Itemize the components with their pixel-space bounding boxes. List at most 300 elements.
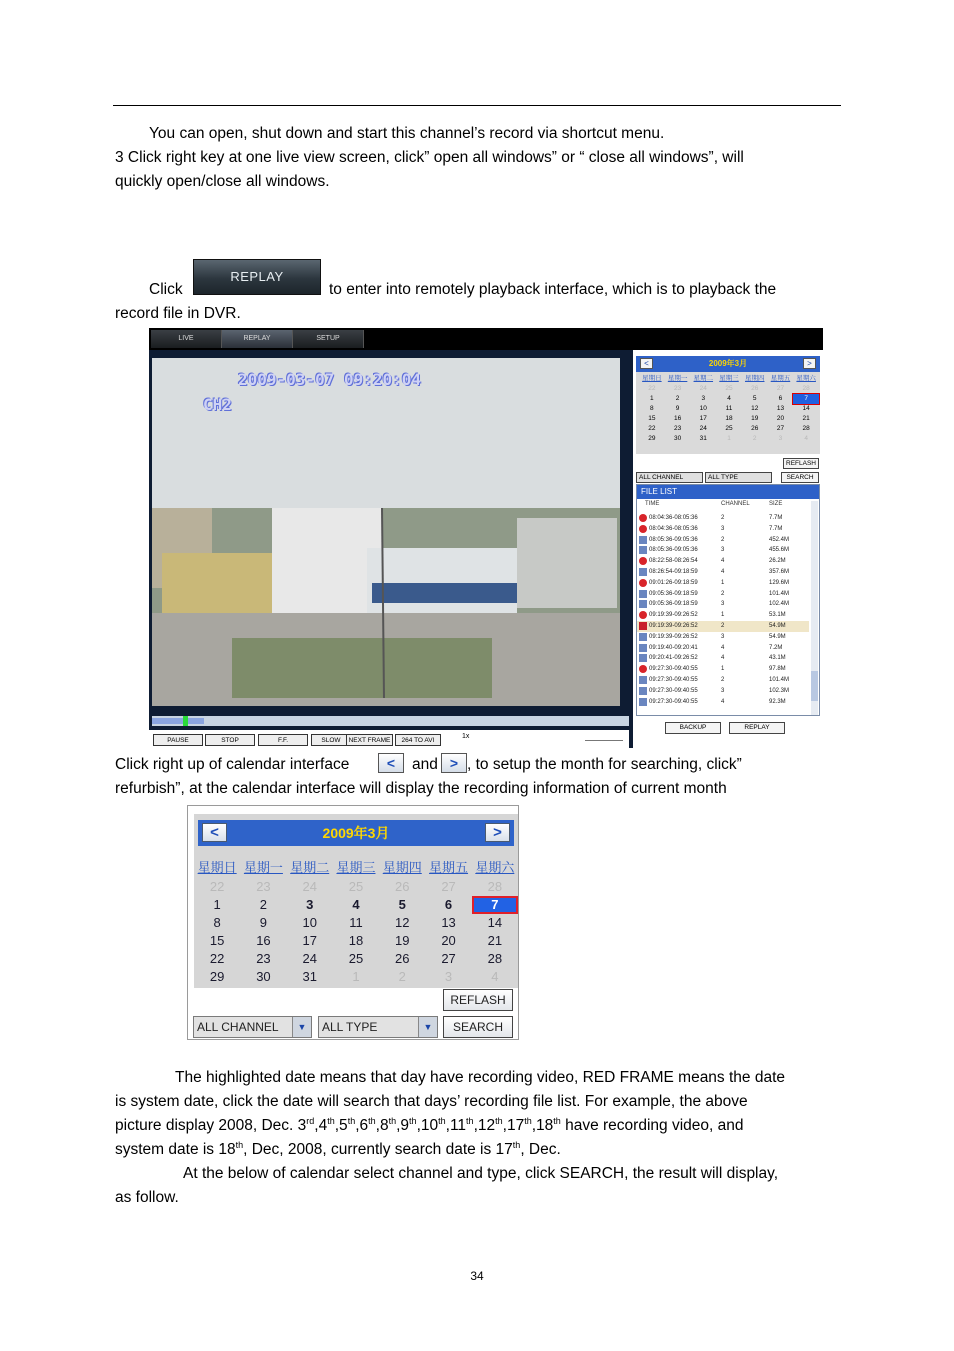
explain-line-6: as follow.	[115, 1189, 179, 1206]
mini-day-cell[interactable]: 2	[675, 395, 680, 402]
mini-day-cell[interactable]: 10	[699, 405, 707, 412]
file-time: 09:27:30-09:40:55	[649, 687, 698, 694]
calendar-next-month-icon[interactable]: >	[485, 823, 510, 842]
mini-day-cell[interactable]: 9	[675, 405, 680, 412]
ordinal: th	[327, 1115, 335, 1126]
calendar-header	[198, 820, 514, 846]
pause-button[interactable]: PAUSE	[153, 734, 203, 746]
file-channel: 2	[721, 590, 725, 597]
calendar-day-cell[interactable]: 27	[441, 879, 456, 894]
explain-text: ,10	[416, 1117, 439, 1134]
calendar-desc-and: and	[412, 756, 438, 773]
explain-line-3	[115, 1114, 839, 1138]
file-size: 92.3M	[769, 698, 786, 705]
mini-day-cell[interactable]: 31	[699, 435, 707, 442]
click-word: Click	[149, 281, 183, 298]
calendar-day-cell[interactable]: 21	[487, 933, 503, 948]
file-replay-button[interactable]: REPLAY	[729, 722, 785, 734]
calendar-day-cell[interactable]: 5	[398, 897, 406, 912]
mini-day-cell[interactable]: 21	[802, 415, 810, 422]
page-number: 34	[470, 1269, 484, 1283]
weekday-label: 星期五	[429, 860, 469, 875]
calendar-day-cell[interactable]: 15	[209, 933, 225, 948]
calendar-day-cell[interactable]: 24	[302, 879, 317, 894]
file-list-row[interactable]	[637, 653, 809, 664]
mini-day-cell[interactable]: 29	[648, 435, 656, 442]
file-time: 08:26:54-09:18:59	[649, 569, 698, 575]
channel-select-value: ALL CHANNEL	[197, 1020, 279, 1034]
mini-day-cell[interactable]: 27	[776, 425, 785, 432]
calendar-desc-part-1: Click right up of calendar interface	[115, 756, 350, 773]
record-icon	[639, 546, 647, 554]
file-channel: 3	[721, 547, 725, 554]
calendar-day-cell[interactable]: 14	[487, 915, 503, 930]
file-size: 97.8M	[769, 666, 786, 673]
mini-day-cell[interactable]: 17	[699, 415, 707, 422]
mini-day-cell[interactable]: 25	[725, 385, 733, 392]
calendar-day-cell[interactable]: 17	[302, 933, 317, 948]
mini-day-cell[interactable]: 6	[778, 395, 783, 402]
mini-week-row	[639, 394, 819, 404]
mini-day-cell[interactable]: 5	[752, 395, 757, 402]
mini-day-cell[interactable]: 2	[752, 435, 757, 442]
file-time: 08:05:36-09:05:36	[649, 547, 698, 554]
explain-text: ,12	[473, 1117, 496, 1134]
file-time: 09:20:41-09:26:52	[649, 655, 698, 662]
alarm-icon	[639, 525, 647, 533]
mini-search-button[interactable]: SEARCH	[781, 472, 819, 483]
file-list-row[interactable]	[637, 589, 809, 600]
mini-day-cell[interactable]: 1	[650, 395, 654, 402]
calendar-day-cell[interactable]: 30	[256, 969, 271, 984]
type-select[interactable]	[318, 1016, 438, 1038]
mini-day-cell[interactable]: 8	[650, 405, 654, 412]
mini-day-cell[interactable]: 3	[701, 395, 706, 402]
record-icon	[639, 644, 647, 652]
replay-button-image: REPLAY	[193, 259, 321, 295]
calendar-week-row	[194, 932, 518, 950]
file-list-row[interactable]	[637, 686, 809, 697]
file-list-row[interactable]	[637, 632, 809, 643]
ordinal: th	[347, 1115, 356, 1126]
file-size: 54.9M	[769, 623, 786, 629]
file-channel: 4	[721, 569, 725, 575]
ordinal: th	[524, 1115, 532, 1126]
file-list-row[interactable]	[637, 664, 809, 675]
mini-day-cell[interactable]: 22	[648, 385, 656, 392]
file-list-row[interactable]	[637, 513, 809, 524]
file-list-columns	[637, 501, 811, 511]
calendar-desc-line-2: refurbish”, at the calendar interface will display the recording information of current month	[115, 780, 727, 797]
file-list-title: FILE LIST	[637, 485, 819, 499]
file-time: 09:27:30-09:40:55	[649, 677, 698, 683]
weekday-label: 星期六	[475, 860, 515, 875]
ordinal: th	[495, 1115, 503, 1126]
mini-day-cell[interactable]: 27	[776, 385, 785, 392]
mini-day-cell[interactable]: 28	[802, 385, 810, 392]
file-list-row[interactable]	[637, 545, 809, 556]
explain-line-4	[115, 1138, 839, 1162]
mini-day-cell[interactable]: 18	[725, 415, 733, 422]
mini-day-cell[interactable]: 11	[725, 405, 733, 412]
file-time: 09:01:26-09:18:59	[649, 579, 698, 586]
col-channel: CHANNEL	[721, 501, 750, 507]
file-channel: 3	[721, 525, 725, 532]
calendar-day-cell[interactable]: 7	[472, 896, 518, 914]
file-channel: 2	[721, 623, 725, 629]
file-size: 7.7M	[769, 525, 783, 532]
explain-text: , Dec.	[520, 1141, 561, 1158]
file-list-row[interactable]	[637, 599, 809, 610]
record-icon	[639, 536, 647, 544]
mini-calendar	[636, 356, 820, 454]
calendar-day-cell[interactable]: 2	[398, 969, 406, 984]
calendar-day-cell[interactable]: 4	[352, 897, 360, 912]
calendar-day-cell[interactable]: 23	[256, 879, 271, 894]
mini-day-cell[interactable]: 15	[648, 415, 656, 422]
explain-text: , Dec, 2008, currently search date is 17	[243, 1141, 513, 1158]
file-channel: 3	[721, 633, 725, 640]
mini-week-row	[639, 384, 819, 394]
alarm-icon	[639, 514, 647, 522]
file-size: 54.9M	[769, 633, 786, 640]
file-channel: 1	[721, 612, 725, 619]
osd-datetime: 2009-03-07 09:20:04	[238, 370, 422, 389]
file-time: 09:27:30-09:40:55	[649, 666, 698, 673]
calendar-search-button[interactable]: SEARCH	[443, 1016, 513, 1038]
mini-calendar-header	[636, 356, 820, 372]
calendar-body	[194, 814, 518, 988]
mini-day-cell[interactable]: 24	[699, 385, 707, 392]
explain-text: system date is 18	[115, 1141, 236, 1158]
file-size: 43.1M	[769, 655, 786, 662]
file-channel: 3	[721, 601, 725, 608]
play-icon	[639, 622, 647, 630]
file-channel: 3	[721, 687, 725, 694]
mini-week-row	[639, 414, 819, 424]
file-time: 09:19:39-09:26:52	[649, 633, 698, 640]
scrollbar-thumb[interactable]	[811, 671, 818, 701]
record-icon	[639, 600, 647, 608]
backup-button[interactable]: BACKUP	[665, 722, 721, 734]
calendar-day-cell[interactable]: 12	[395, 915, 410, 930]
calendar-day-cell[interactable]: 13	[441, 915, 456, 930]
intro-line-1: You can open, shut down and start this channel’s record via shortcut menu.	[149, 125, 665, 142]
file-time: 09:19:39-09:26:52	[649, 612, 698, 619]
mini-day-cell[interactable]: 16	[673, 415, 682, 422]
file-channel: 4	[721, 644, 725, 651]
file-time: 08:04:36-08:05:36	[649, 525, 698, 532]
mini-next-month-icon[interactable]: >	[803, 358, 816, 369]
explain-text: picture display 2008, Dec. 3	[115, 1117, 307, 1134]
calendar-day-cell[interactable]: 2	[259, 897, 268, 912]
mini-channel-select[interactable]: ALL CHANNEL	[636, 472, 703, 483]
mini-day-cell[interactable]: 4	[727, 395, 731, 402]
slow-button[interactable]: SLOW	[311, 734, 351, 746]
fast-forward-button[interactable]: F.F.	[258, 734, 308, 746]
file-channel: 1	[721, 579, 725, 586]
mini-weekday: 星期三	[719, 375, 739, 382]
mini-day-cell[interactable]: 23	[673, 425, 682, 432]
file-size: 7.2M	[769, 644, 783, 651]
ordinal: th	[466, 1115, 474, 1126]
video-view	[152, 358, 620, 706]
weekday-label: 星期一	[243, 860, 283, 875]
record-icon	[639, 633, 647, 641]
mini-day-cell[interactable]: 25	[725, 425, 733, 432]
explain-text: ,9	[396, 1117, 410, 1134]
calendar-day-cell[interactable]: 3	[306, 897, 314, 912]
file-channel: 2	[721, 536, 725, 543]
mini-weekday: 星期二	[693, 375, 714, 382]
file-channel: 2	[721, 515, 725, 521]
col-size: SIZE	[769, 501, 783, 507]
ordinal: rd	[306, 1115, 315, 1126]
file-list-row[interactable]	[637, 643, 809, 654]
record-icon	[639, 590, 647, 598]
mini-type-select[interactable]: ALL TYPE	[705, 472, 772, 483]
file-list-row[interactable]	[637, 567, 809, 578]
file-list-row[interactable]	[637, 621, 809, 632]
file-list-row[interactable]	[637, 535, 809, 546]
mini-day-cell[interactable]: 13	[776, 405, 785, 412]
explain-text: ,18	[531, 1117, 554, 1134]
mini-day-cell[interactable]: 3	[778, 435, 783, 442]
calendar-day-cell[interactable]: 22	[209, 951, 225, 966]
calendar-day-cell[interactable]: 28	[487, 951, 503, 966]
file-size: 101.4M	[769, 590, 790, 597]
calendar-day-cell[interactable]: 27	[441, 951, 456, 966]
file-list-row[interactable]	[637, 610, 809, 621]
mini-day-cell[interactable]: 22	[648, 425, 656, 432]
file-time: 09:05:36-09:18:59	[649, 590, 698, 597]
mini-day-cell[interactable]: 7	[793, 394, 819, 404]
mini-weekday: 星期日	[642, 375, 662, 382]
record-icon	[639, 687, 647, 695]
file-time: 09:19:39-09:26:52	[649, 623, 698, 629]
file-channel: 1	[721, 666, 725, 673]
mini-weekday: 星期六	[796, 375, 816, 382]
speed-label: 1x	[462, 733, 470, 740]
alarm-icon	[639, 579, 647, 587]
mini-week-row	[639, 434, 819, 444]
explain-line-1: The highlighted date means that day have recording video, RED FRAME means the date	[175, 1069, 786, 1086]
calendar-day-cell[interactable]: 18	[348, 933, 364, 948]
explain-text: ,8	[375, 1117, 389, 1134]
next-frame-button[interactable]: NEXT FRAME	[346, 734, 393, 746]
mini-week-row	[639, 424, 819, 434]
seek-progress	[152, 718, 204, 724]
calendar-day-cell[interactable]: 19	[395, 933, 410, 948]
replay-side-panel	[633, 350, 823, 748]
file-list-scrollbar[interactable]	[811, 501, 818, 715]
calendar-day-cell[interactable]: 29	[209, 969, 225, 984]
calendar-day-cell[interactable]: 22	[209, 879, 225, 894]
calendar-week-row	[194, 896, 518, 914]
mini-week-row	[639, 404, 819, 414]
ordinal: th	[409, 1115, 417, 1126]
explain-text: have recording video, and	[560, 1117, 744, 1134]
osd-channel: CH2	[203, 395, 232, 414]
header-rule	[113, 105, 841, 106]
calendar-day-grid	[194, 878, 518, 986]
record-icon	[639, 568, 647, 576]
mini-day-cell[interactable]: 20	[776, 415, 785, 422]
convert-avi-button[interactable]: 264 TO AVI	[395, 734, 441, 746]
alarm-icon	[639, 665, 647, 673]
mini-day-cell[interactable]: 12	[751, 405, 759, 412]
calendar-day-cell[interactable]: 1	[213, 897, 221, 912]
mini-day-cell[interactable]: 19	[751, 415, 759, 422]
mini-day-cell[interactable]: 28	[802, 425, 810, 432]
col-time: TIME	[645, 501, 660, 507]
mini-weekday: 星期五	[770, 375, 791, 382]
stop-button[interactable]: STOP	[205, 734, 255, 746]
seek-bar[interactable]	[152, 716, 629, 726]
record-icon	[639, 654, 647, 662]
file-size: 7.7M	[769, 515, 783, 521]
mini-day-cell[interactable]: 24	[699, 425, 707, 432]
ordinal: th	[368, 1115, 376, 1126]
calendar-widget	[187, 805, 519, 1040]
weekday-label: 星期四	[382, 860, 422, 875]
file-channel: 2	[721, 677, 725, 683]
record-icon	[639, 676, 647, 684]
mini-weekday-row	[639, 374, 819, 384]
file-time: 08:05:36-09:05:36	[649, 536, 698, 543]
calendar-day-cell[interactable]: 28	[487, 879, 503, 894]
calendar-day-cell[interactable]: 10	[302, 915, 317, 930]
calendar-week-row	[194, 950, 518, 968]
mini-day-cell[interactable]: 30	[673, 435, 682, 442]
calendar-day-cell[interactable]: 16	[256, 933, 271, 948]
file-size: 102.4M	[769, 601, 790, 608]
replay-desc-line-2: record file in DVR.	[115, 305, 241, 322]
file-channel: 4	[721, 698, 725, 705]
ordinal: th	[553, 1115, 561, 1126]
calendar-day-cell[interactable]: 3	[444, 969, 453, 984]
file-time: 09:27:30-09:40:55	[649, 698, 698, 705]
mini-day-cell[interactable]: 23	[673, 385, 682, 392]
file-list-row[interactable]	[637, 578, 809, 589]
file-list-row[interactable]	[637, 697, 809, 708]
calendar-day-cell[interactable]: 31	[302, 969, 317, 984]
calendar-week-row	[194, 968, 518, 986]
explain-text: ,6	[355, 1117, 369, 1134]
mini-day-cell[interactable]: 14	[802, 405, 810, 412]
intro-line-2: 3 Click right key at one live view screen, click” open all windows” or “ close all windows”, will	[115, 149, 744, 166]
playback-controls	[149, 730, 629, 748]
calendar-week-row	[194, 878, 518, 896]
ordinal: th	[388, 1115, 397, 1126]
tab-setup[interactable]: SETUP	[293, 330, 364, 348]
intro-line-3: quickly open/close all windows.	[115, 173, 330, 190]
mini-day-cell[interactable]: 26	[751, 425, 759, 432]
calendar-weekday-row	[194, 858, 518, 878]
file-size: 357.6M	[769, 569, 790, 575]
calendar-day-cell[interactable]: 4	[491, 969, 499, 984]
mini-weekday: 星期四	[744, 375, 765, 382]
calendar-day-cell[interactable]: 25	[348, 879, 364, 894]
next-month-icon: >	[441, 753, 467, 773]
mini-day-cell[interactable]: 1	[727, 435, 731, 442]
file-time: 09:19:40-09:20:41	[649, 644, 698, 651]
tab-replay[interactable]: REPLAY	[222, 330, 293, 348]
seek-handle[interactable]	[183, 716, 188, 726]
calendar-day-cell[interactable]: 24	[302, 951, 317, 966]
calendar-day-cell[interactable]: 25	[348, 951, 364, 966]
file-size: 102.3M	[769, 687, 790, 694]
ordinal: th	[438, 1115, 446, 1126]
chevron-down-icon: ▼	[292, 1017, 311, 1037]
channel-select[interactable]	[193, 1016, 312, 1038]
file-list-row[interactable]	[637, 675, 809, 686]
type-select-value: ALL TYPE	[322, 1020, 378, 1034]
mini-weekday: 星期一	[667, 375, 688, 382]
calendar-desc-part-2: , to setup the month for searching, click”	[467, 756, 742, 773]
calendar-prev-month-icon[interactable]: <	[202, 823, 227, 842]
file-size: 452.4M	[769, 536, 790, 543]
file-size: 129.6M	[769, 579, 790, 586]
file-list	[636, 484, 820, 716]
file-time: 09:05:36-09:18:59	[649, 601, 698, 608]
calendar-day-cell[interactable]: 1	[352, 969, 360, 984]
calendar-title: 2009年3月	[322, 825, 390, 841]
file-size: 101.4M	[769, 677, 790, 683]
mini-calendar-title: 2009年3月	[708, 359, 748, 368]
explain-text: ,5	[334, 1117, 348, 1134]
file-time: 08:22:58-08:26:54	[649, 558, 698, 565]
calendar-day-cell[interactable]: 6	[444, 897, 453, 912]
calendar-day-cell[interactable]: 23	[256, 951, 271, 966]
explain-line-5: At the below of calendar select channel and type, click SEARCH, the result will display,	[183, 1165, 779, 1182]
file-size: 455.6M	[769, 547, 790, 554]
ordinal: th	[512, 1139, 521, 1150]
record-icon	[639, 698, 647, 706]
mini-day-cell[interactable]: 4	[804, 435, 808, 442]
ordinal: th	[235, 1139, 244, 1150]
volume-slider[interactable]	[585, 740, 623, 741]
dvr-replay-screenshot	[149, 328, 823, 748]
calendar-day-cell[interactable]: 26	[395, 951, 410, 966]
weekday-label: 星期三	[336, 860, 376, 875]
weekday-label: 星期日	[197, 860, 237, 875]
mini-prev-month-icon[interactable]: <	[640, 358, 653, 369]
file-channel: 4	[721, 558, 725, 565]
file-list-row[interactable]	[637, 556, 809, 567]
prev-month-icon: <	[378, 753, 404, 773]
calendar-day-cell[interactable]: 8	[213, 915, 221, 930]
file-list-row[interactable]	[637, 524, 809, 535]
calendar-day-cell[interactable]: 20	[441, 933, 456, 948]
tab-live[interactable]: LIVE	[151, 330, 222, 348]
mini-day-cell[interactable]: 26	[751, 385, 759, 392]
calendar-refresh-button[interactable]: REFLASH	[443, 989, 513, 1011]
file-size: 53.1M	[769, 612, 786, 619]
file-time: 08:04:36-08:05:36	[649, 515, 698, 521]
alarm-icon	[639, 611, 647, 619]
alarm-icon	[639, 557, 647, 565]
replay-desc: to enter into remotely playback interface, which is to playback the	[329, 281, 777, 298]
mini-refresh-button[interactable]: REFLASH	[783, 458, 819, 469]
mini-calendar-weeks	[639, 384, 819, 444]
calendar-day-cell[interactable]: 26	[395, 879, 410, 894]
chevron-down-icon: ▼	[418, 1017, 437, 1037]
calendar-day-cell[interactable]: 9	[259, 915, 268, 930]
explain-text: ,17	[502, 1117, 525, 1134]
calendar-day-cell[interactable]: 11	[349, 915, 363, 930]
weekday-label: 星期二	[290, 860, 330, 875]
